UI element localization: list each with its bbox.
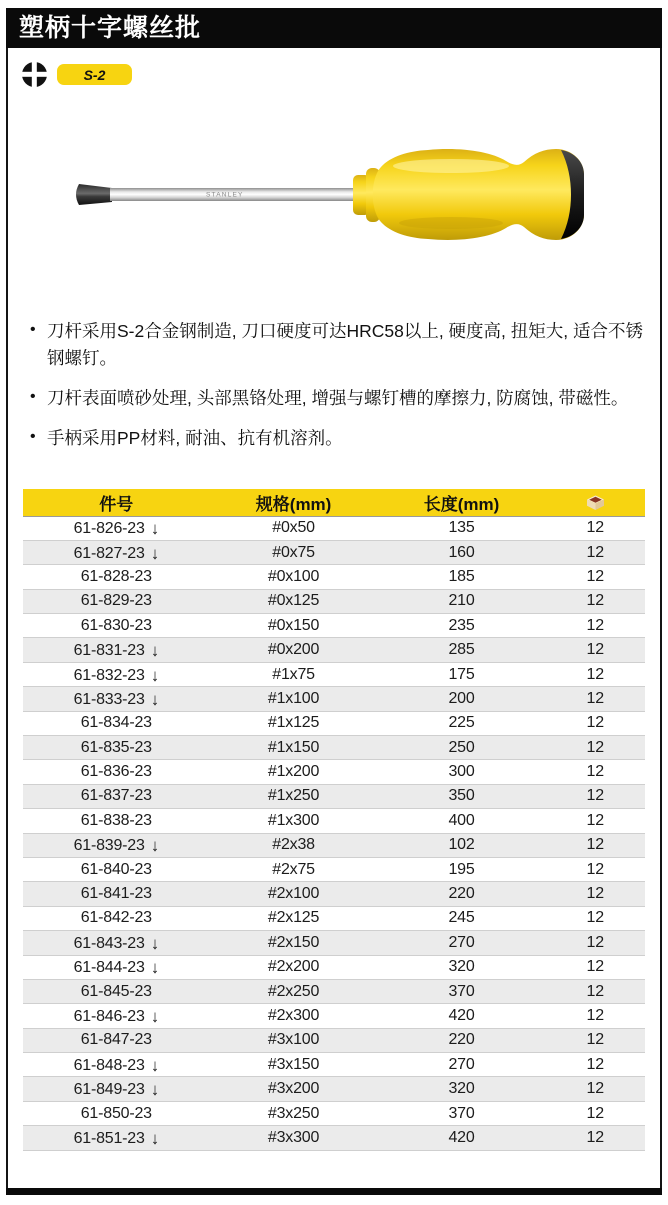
- length-cell: 320: [378, 1077, 546, 1101]
- pack-qty-cell: 12: [545, 833, 645, 857]
- length-cell: 320: [378, 955, 546, 979]
- part-no-cell: 61-830-23: [23, 614, 210, 638]
- phillips-tip: [76, 184, 112, 205]
- spec-cell: #2x75: [210, 857, 378, 881]
- table-row: [23, 687, 645, 711]
- length-cell: 102: [378, 833, 546, 857]
- spec-cell: #0x200: [210, 638, 378, 662]
- length-cell: 175: [378, 662, 546, 686]
- spec-cell: #0x50: [210, 516, 378, 540]
- part-no-cell: 61-831-23 ↓: [23, 638, 210, 662]
- pack-qty-cell: 12: [545, 882, 645, 906]
- part-no-cell: 61-848-23 ↓: [23, 1053, 210, 1077]
- pack-qty-cell: 12: [545, 760, 645, 784]
- feature-item: [30, 385, 644, 412]
- part-no-cell: 61-843-23 ↓: [23, 931, 210, 955]
- pack-qty-cell: 12: [545, 1101, 645, 1125]
- col-header-spec-label: 规格(mm): [255, 494, 332, 514]
- handle-highlight: [393, 159, 509, 173]
- length-cell: 420: [378, 1004, 546, 1028]
- table-row: [23, 565, 645, 589]
- down-arrow-icon: ↓: [150, 1007, 160, 1026]
- down-arrow-icon: ↓: [150, 1080, 160, 1100]
- spec-cell: #3x300: [210, 1126, 378, 1150]
- down-arrow-icon: ↓: [150, 836, 160, 856]
- bullet-icon: •: [30, 388, 36, 406]
- part-no-cell: 61-836-23: [23, 760, 210, 784]
- part-no-cell: 61-847-23: [23, 1028, 210, 1052]
- col-header-length-label: 长度(mm): [423, 494, 500, 514]
- length-cell: 220: [378, 1028, 546, 1052]
- down-arrow-icon: ↓: [150, 689, 160, 709]
- pack-qty-cell: 12: [545, 931, 645, 955]
- length-cell: 350: [378, 784, 546, 808]
- spec-cell: #2x100: [210, 882, 378, 906]
- table-row: [23, 1077, 645, 1101]
- pack-qty-cell: 12: [545, 614, 645, 638]
- content-area: [6, 48, 662, 1188]
- part-no-cell: 61-837-23: [23, 784, 210, 808]
- feature-text: 手柄采用PP材料, 耐油、抗有机溶剂。: [47, 428, 343, 449]
- bullet-icon: •: [30, 321, 36, 338]
- down-arrow-icon: ↓: [150, 1055, 160, 1075]
- part-no-cell: 61-842-23: [23, 906, 210, 930]
- part-no-cell: 61-846-23 ↓: [23, 1004, 210, 1028]
- part-no-cell: 61-850-23: [23, 1101, 210, 1125]
- table-row: [23, 1101, 645, 1125]
- spec-cell: #2x250: [210, 979, 378, 1003]
- pack-qty-cell: 12: [545, 687, 645, 711]
- length-cell: 210: [378, 589, 546, 613]
- length-cell: 300: [378, 760, 546, 784]
- table-row: [23, 1004, 645, 1028]
- spec-cell: #1x300: [210, 809, 378, 833]
- table-row: [23, 638, 645, 662]
- pack-qty-cell: 12: [545, 784, 645, 808]
- col-header-length: [378, 489, 546, 516]
- page-title: 塑柄十字螺丝批: [6, 8, 662, 48]
- pack-qty-cell: 12: [545, 906, 645, 930]
- length-cell: 245: [378, 906, 546, 930]
- spec-cell: #1x75: [210, 662, 378, 686]
- length-cell: 185: [378, 565, 546, 589]
- spec-cell: #1x125: [210, 711, 378, 735]
- brand-row: [21, 61, 132, 88]
- pack-qty-cell: 12: [545, 1077, 645, 1101]
- col-header-part-no: [23, 489, 210, 516]
- footer-bar: [6, 1188, 662, 1195]
- table-row: [23, 736, 645, 760]
- down-arrow-icon: ↓: [150, 958, 160, 978]
- table-row: [23, 906, 645, 930]
- steel-grade-badge: S-2: [57, 64, 132, 85]
- table-row: [23, 711, 645, 735]
- pack-qty-cell: 12: [545, 540, 645, 564]
- table-row: [23, 614, 645, 638]
- down-arrow-icon: ↓: [150, 641, 160, 661]
- col-header-pack: [545, 489, 645, 516]
- spec-cell: #0x125: [210, 589, 378, 613]
- part-no-cell: 61-832-23 ↓: [23, 662, 210, 686]
- length-cell: 270: [378, 931, 546, 955]
- part-no-cell: 61-851-23 ↓: [23, 1126, 210, 1150]
- part-no-cell: 61-845-23: [23, 979, 210, 1003]
- spec-cell: #2x300: [210, 1004, 378, 1028]
- down-arrow-icon: ↓: [150, 665, 160, 685]
- part-no-cell: 61-841-23: [23, 882, 210, 906]
- down-arrow-icon: ↓: [150, 519, 160, 539]
- length-cell: 250: [378, 736, 546, 760]
- table-row: [23, 882, 645, 906]
- table-row: [23, 784, 645, 808]
- pack-qty-cell: 12: [545, 1028, 645, 1052]
- length-cell: 400: [378, 809, 546, 833]
- pack-qty-cell: 12: [545, 638, 645, 662]
- part-no-cell: 61-839-23 ↓: [23, 833, 210, 857]
- col-header-spec: [210, 489, 378, 516]
- table-row: [23, 540, 645, 564]
- part-no-cell: 61-833-23 ↓: [23, 687, 210, 711]
- parts-table: [23, 489, 645, 1151]
- spec-cell: #0x150: [210, 614, 378, 638]
- length-cell: 370: [378, 979, 546, 1003]
- table-row: [23, 955, 645, 979]
- table-row: [23, 662, 645, 686]
- spec-cell: #3x100: [210, 1028, 378, 1052]
- bullet-icon: •: [30, 428, 36, 446]
- feature-item: [30, 318, 644, 372]
- pack-qty-cell: 12: [545, 979, 645, 1003]
- spec-cell: #2x38: [210, 833, 378, 857]
- pack-qty-cell: 12: [545, 1053, 645, 1077]
- feature-text: 刀杆采用S-2合金钢制造, 刀口硬度可达HRC58以上, 硬度高, 扭矩大, 适合不锈钢螺钉。: [47, 321, 644, 369]
- table-row: [23, 1028, 645, 1052]
- table-row: [23, 857, 645, 881]
- pack-qty-cell: 12: [545, 662, 645, 686]
- box-icon: [585, 494, 606, 511]
- phillips-cross-icon: [21, 61, 48, 88]
- length-cell: 270: [378, 1053, 546, 1077]
- part-no-cell: 61-828-23: [23, 565, 210, 589]
- part-no-cell: 61-844-23 ↓: [23, 955, 210, 979]
- pack-qty-cell: 12: [545, 711, 645, 735]
- spec-cell: #1x250: [210, 784, 378, 808]
- table-row: [23, 833, 645, 857]
- feature-list: [30, 318, 644, 466]
- length-cell: 285: [378, 638, 546, 662]
- part-no-cell: 61-838-23: [23, 809, 210, 833]
- part-no-cell: 61-849-23 ↓: [23, 1077, 210, 1101]
- pack-qty-cell: 12: [545, 565, 645, 589]
- table-row: [23, 931, 645, 955]
- part-no-cell: 61-834-23: [23, 711, 210, 735]
- table-row: [23, 589, 645, 613]
- part-no-cell: 61-840-23: [23, 857, 210, 881]
- shaft-brand-text: STANLEY: [206, 191, 244, 199]
- pack-qty-cell: 12: [545, 955, 645, 979]
- pack-qty-cell: 12: [545, 809, 645, 833]
- catalog-page: [6, 8, 662, 1195]
- down-arrow-icon: ↓: [150, 933, 160, 953]
- length-cell: 135: [378, 516, 546, 540]
- table-row: [23, 516, 645, 540]
- spec-cell: #0x75: [210, 540, 378, 564]
- spec-cell: #2x150: [210, 931, 378, 955]
- length-cell: 220: [378, 882, 546, 906]
- pack-qty-cell: 12: [545, 516, 645, 540]
- handle-shadow: [399, 217, 503, 229]
- length-cell: 235: [378, 614, 546, 638]
- length-cell: 160: [378, 540, 546, 564]
- down-arrow-icon: ↓: [150, 1128, 160, 1148]
- pack-qty-cell: 12: [545, 1004, 645, 1028]
- part-no-cell: 61-829-23: [23, 589, 210, 613]
- pack-qty-cell: 12: [545, 1126, 645, 1150]
- table-row: [23, 979, 645, 1003]
- down-arrow-icon: ↓: [150, 543, 160, 563]
- length-cell: 370: [378, 1101, 546, 1125]
- length-cell: 200: [378, 687, 546, 711]
- pack-qty-cell: 12: [545, 589, 645, 613]
- spec-cell: #2x200: [210, 955, 378, 979]
- parts-table-header: [23, 489, 645, 516]
- length-cell: 225: [378, 711, 546, 735]
- table-row: [23, 1053, 645, 1077]
- spec-cell: #3x250: [210, 1101, 378, 1125]
- spec-cell: #1x200: [210, 760, 378, 784]
- feature-item: [30, 425, 644, 452]
- length-cell: 195: [378, 857, 546, 881]
- length-cell: 420: [378, 1126, 546, 1150]
- spec-cell: #2x125: [210, 906, 378, 930]
- spec-cell: #1x150: [210, 736, 378, 760]
- table-row: [23, 809, 645, 833]
- spec-cell: #3x200: [210, 1077, 378, 1101]
- pack-qty-cell: 12: [545, 736, 645, 760]
- parts-table-body: [23, 516, 645, 1150]
- part-no-cell: 61-835-23: [23, 736, 210, 760]
- spec-cell: #0x100: [210, 565, 378, 589]
- spec-cell: #1x100: [210, 687, 378, 711]
- screwdriver-product-image: [66, 122, 591, 272]
- spec-cell: #3x150: [210, 1053, 378, 1077]
- table-row: [23, 1126, 645, 1150]
- col-header-part-no-label: 件号: [99, 494, 134, 514]
- part-no-cell: 61-827-23 ↓: [23, 540, 210, 564]
- part-no-cell: 61-826-23 ↓: [23, 516, 210, 540]
- pack-qty-cell: 12: [545, 857, 645, 881]
- table-row: [23, 760, 645, 784]
- feature-text: 刀杆表面喷砂处理, 头部黑铬处理, 增强与螺钉槽的摩擦力, 防腐蚀, 带磁性。: [47, 388, 629, 409]
